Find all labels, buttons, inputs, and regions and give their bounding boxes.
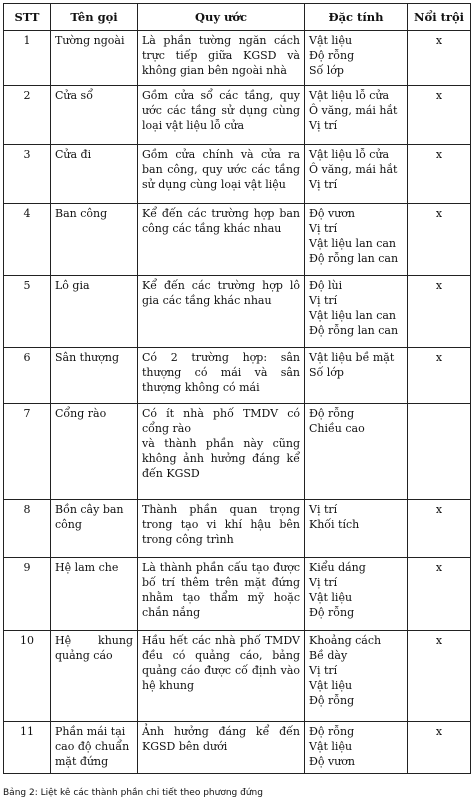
- property-item: Vật liệu: [309, 679, 353, 692]
- property-item: Độ rỗng lan can: [309, 324, 399, 337]
- property-item: Ô văng, mái hắt: [309, 104, 398, 117]
- cell-name: Phần mái tại cao độ chuẩn mặt đứng: [51, 722, 138, 774]
- property-item: Vật liệu lan can: [309, 309, 397, 322]
- property-item: Vị trí: [309, 503, 338, 516]
- cell-stt: 6: [4, 348, 51, 404]
- property-item: Vật liệu bề mặt: [309, 351, 395, 364]
- property-item: Bề dày: [309, 649, 348, 662]
- cell-dominant: [408, 404, 471, 500]
- cell-name: Ban công: [51, 204, 138, 276]
- table-row: [4, 31, 471, 86]
- cell-dominant: x: [408, 86, 471, 145]
- cell-properties: [305, 145, 408, 204]
- table-row: [4, 558, 471, 631]
- cell-convention: Kể đến các trường hợp lô gia các tầng khác nhau: [138, 276, 305, 348]
- property-item: Độ rỗng: [309, 49, 355, 62]
- property-item: Chiều cao: [309, 422, 365, 435]
- cell-dominant: x: [408, 204, 471, 276]
- property-item: Số lớp: [309, 64, 344, 77]
- property-item: Vị trí: [309, 294, 338, 307]
- property-item: Độ vươn: [309, 207, 356, 220]
- property-item: Vị trí: [309, 222, 338, 235]
- property-item: Vị trí: [309, 119, 338, 132]
- cell-dominant: x: [408, 722, 471, 774]
- table-header-row: [4, 4, 471, 31]
- property-item: Độ rỗng: [309, 725, 355, 738]
- cell-name: Bồn cây ban công: [51, 500, 138, 558]
- cell-convention: Có ít nhà phố TMDV có cổng rào và thành phần này cũng không ảnh hưởng đáng kể đến KGSD: [138, 404, 305, 500]
- property-item: Độ rỗng: [309, 694, 355, 707]
- property-item: Độ rỗng: [309, 407, 355, 420]
- property-item: Vật liệu: [309, 34, 353, 47]
- cell-properties: [305, 276, 408, 348]
- property-item: Khối tích: [309, 518, 360, 531]
- table-row: [4, 145, 471, 204]
- cell-properties: [305, 31, 408, 86]
- table-body: [4, 31, 471, 774]
- cell-properties: [305, 722, 408, 774]
- cell-stt: 2: [4, 86, 51, 145]
- table-row: [4, 404, 471, 500]
- cell-properties: [305, 204, 408, 276]
- cell-dominant: x: [408, 31, 471, 86]
- cell-name: Cửa sổ: [51, 86, 138, 145]
- cell-convention: Là thành phần cấu tạo được bố trí thêm trên mặt đứng nhằm tạo thẩm mỹ hoặc chắn nắng: [138, 558, 305, 631]
- property-item: Ô văng, mái hắt: [309, 163, 398, 176]
- cell-convention: Ảnh hưởng đáng kể đến KGSD bên dưới: [138, 722, 305, 774]
- table-caption: Bảng 2: Liệt kê các thành phần chi tiết theo phương đứng: [3, 788, 263, 798]
- table-row: [4, 276, 471, 348]
- property-item: Vị trí: [309, 576, 338, 589]
- cell-dominant: x: [408, 558, 471, 631]
- components-table: [3, 3, 471, 774]
- header-dominant: Nổi trội: [408, 4, 471, 31]
- cell-name: Hệ khung quảng cáo: [51, 631, 138, 722]
- header-name: Tên gọi: [51, 4, 138, 31]
- property-item: Vật liệu: [309, 740, 353, 753]
- cell-properties: [305, 631, 408, 722]
- cell-convention: Gồm cửa chính và cửa ra ban công, quy ước các tầng sử dụng cùng loại vật liệu: [138, 145, 305, 204]
- property-item: Độ lùi: [309, 279, 343, 292]
- document: [3, 3, 470, 774]
- table-row: [4, 204, 471, 276]
- table-row: [4, 500, 471, 558]
- cell-properties: [305, 500, 408, 558]
- table-row: [4, 631, 471, 722]
- property-item: Độ vươn: [309, 755, 356, 768]
- cell-stt: 7: [4, 404, 51, 500]
- table-row: [4, 86, 471, 145]
- cell-convention: Kể đến các trường hợp ban công các tầng khác nhau: [138, 204, 305, 276]
- cell-stt: 8: [4, 500, 51, 558]
- cell-dominant: x: [408, 145, 471, 204]
- property-item: Vật liệu lỗ cửa: [309, 148, 390, 161]
- cell-name: Tường ngoài: [51, 31, 138, 86]
- cell-name: Cổng rào: [51, 404, 138, 500]
- property-item: Vị trí: [309, 664, 338, 677]
- property-item: Độ rỗng: [309, 606, 355, 619]
- cell-convention: Có 2 trường hợp: sân thượng có mái và sân thượng không có mái: [138, 348, 305, 404]
- header-stt: STT: [4, 4, 51, 31]
- cell-stt: 4: [4, 204, 51, 276]
- cell-stt: 11: [4, 722, 51, 774]
- property-item: Vật liệu lỗ cửa: [309, 89, 390, 102]
- cell-properties: [305, 86, 408, 145]
- cell-name: Cửa đi: [51, 145, 138, 204]
- cell-properties: [305, 404, 408, 500]
- property-item: Khoảng cách: [309, 634, 382, 647]
- cell-name: Lô gia: [51, 276, 138, 348]
- cell-convention: Gồm cửa sổ các tầng, quy ước các tầng sử dụng cùng loại vật liệu lỗ cửa: [138, 86, 305, 145]
- cell-stt: 3: [4, 145, 51, 204]
- cell-convention: Thành phần quan trọng trong tạo vi khí hậu bên trong công trình: [138, 500, 305, 558]
- property-item: Độ rỗng lan can: [309, 252, 399, 265]
- table-row: [4, 348, 471, 404]
- cell-dominant: x: [408, 348, 471, 404]
- header-properties: Đặc tính: [305, 4, 408, 31]
- cell-stt: 10: [4, 631, 51, 722]
- property-item: Vật liệu lan can: [309, 237, 397, 250]
- property-item: Vị trí: [309, 178, 338, 191]
- cell-stt: 1: [4, 31, 51, 86]
- property-item: Vật liệu: [309, 591, 353, 604]
- cell-convention: Là phần tường ngăn cách trực tiếp giữa KGSD và không gian bên ngoài nhà: [138, 31, 305, 86]
- cell-stt: 5: [4, 276, 51, 348]
- cell-dominant: x: [408, 500, 471, 558]
- cell-properties: [305, 348, 408, 404]
- table-row: [4, 722, 471, 774]
- cell-name: Hệ lam che: [51, 558, 138, 631]
- property-item: Kiểu dáng: [309, 561, 366, 574]
- cell-properties: [305, 558, 408, 631]
- property-item: Số lớp: [309, 366, 344, 379]
- header-convention: Quy ước: [138, 4, 305, 31]
- cell-name: Sân thượng: [51, 348, 138, 404]
- cell-dominant: x: [408, 631, 471, 722]
- cell-stt: 9: [4, 558, 51, 631]
- cell-convention: Hầu hết các nhà phố TMDV đều có quảng cáo, bảng quảng cáo được cố định vào hệ khung: [138, 631, 305, 722]
- cell-dominant: x: [408, 276, 471, 348]
